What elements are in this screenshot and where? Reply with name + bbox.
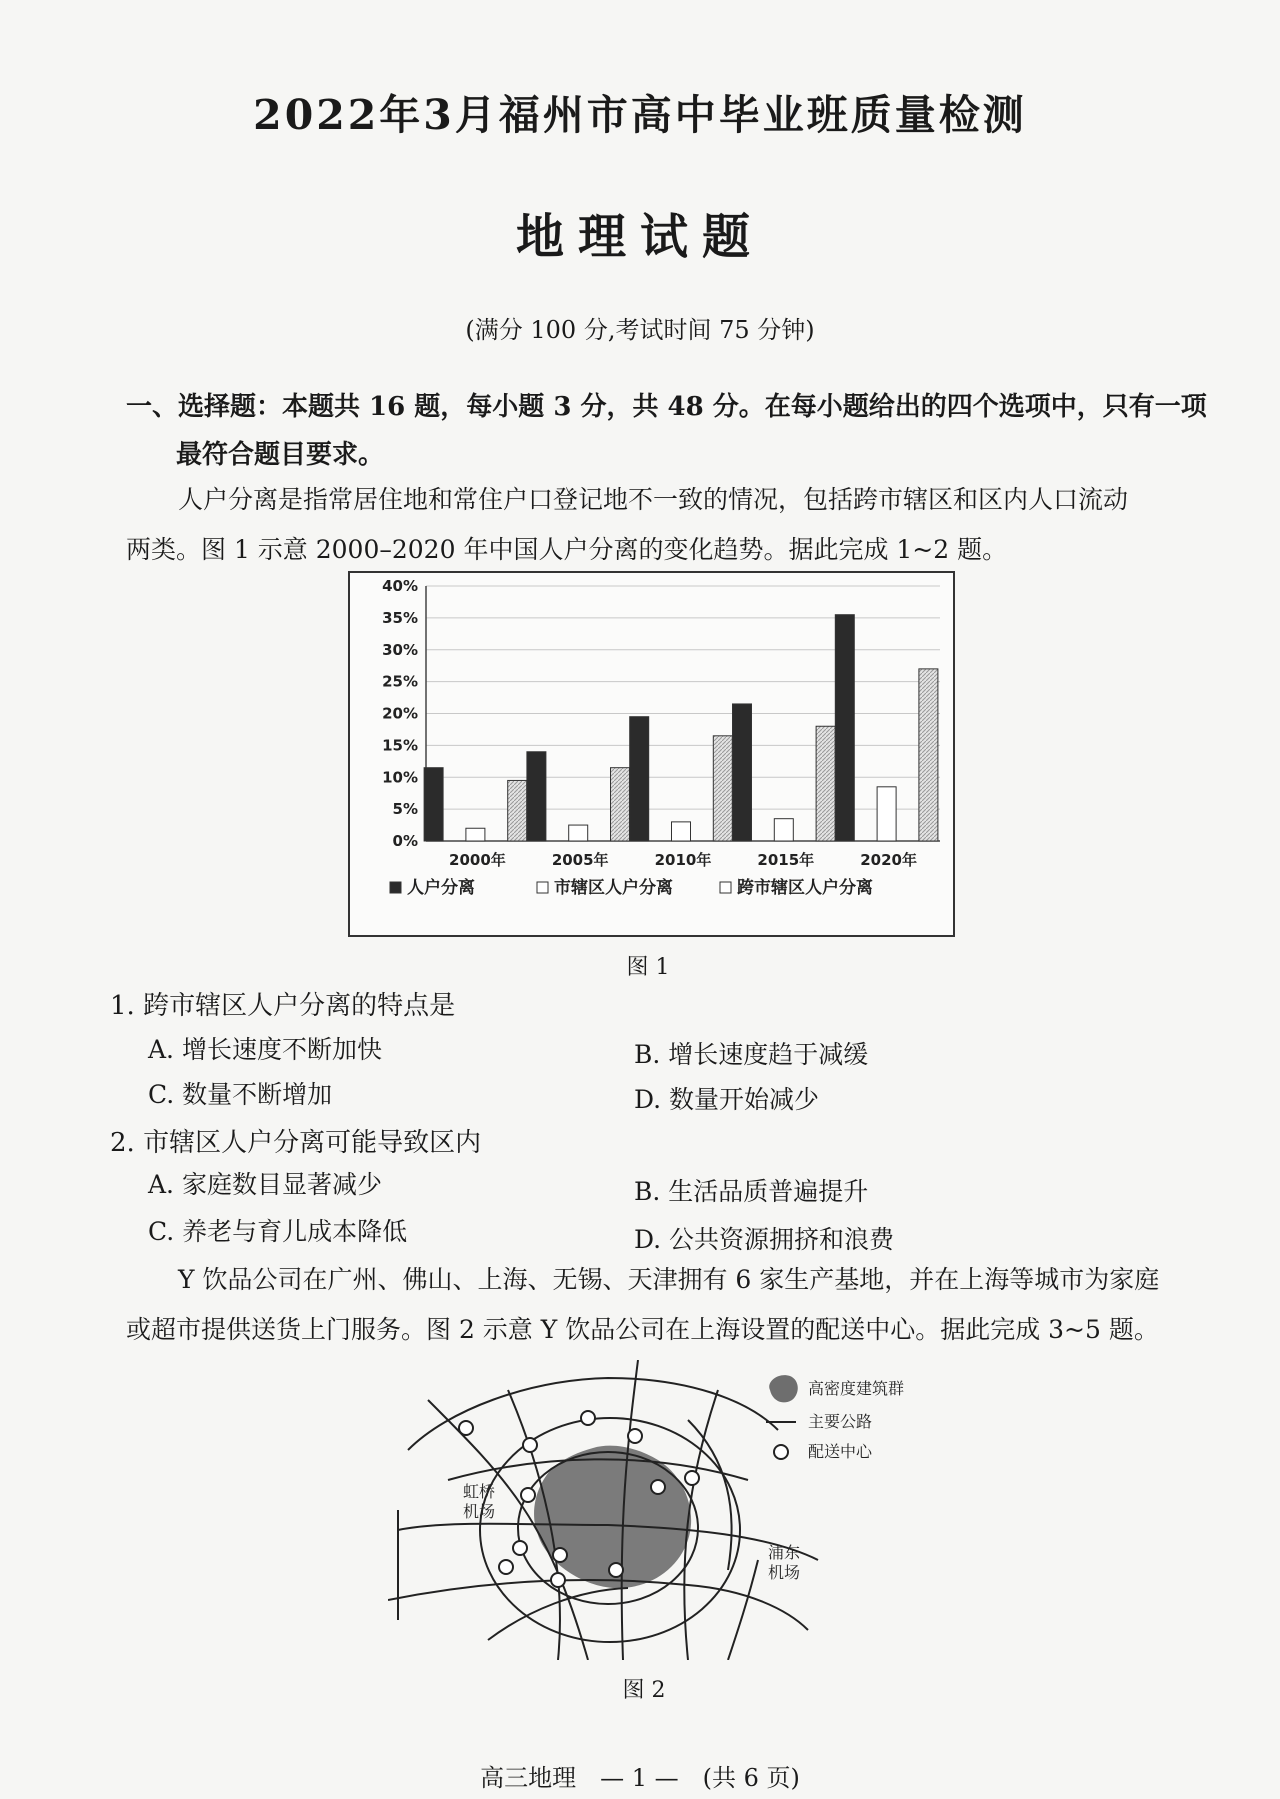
bar-市辖区人户分离	[466, 828, 485, 841]
y-tick-label: 0%	[392, 832, 418, 850]
bar-人户分离	[424, 768, 443, 841]
distribution-center	[523, 1438, 537, 1452]
x-tick-label: 2020年	[860, 851, 917, 869]
distribution-center	[551, 1573, 565, 1587]
bar-市辖区人户分离	[672, 822, 691, 841]
hongqiao-label-2: 机场	[463, 1502, 496, 1521]
question-1-option-d: D. 数量开始减少	[634, 1085, 820, 1114]
x-tick-label: 2015年	[757, 851, 815, 869]
y-tick-label: 40%	[382, 577, 418, 595]
pudong-label-2: 机场	[768, 1563, 801, 1582]
y-tick-label: 35%	[382, 608, 418, 627]
x-tick-label: 2010年	[654, 851, 712, 869]
shanghai-map-svg	[388, 1360, 948, 1660]
question-1-option-c: C. 数量不断增加	[148, 1080, 333, 1109]
hongqiao-label-1: 虹桥	[463, 1482, 496, 1501]
question-1-option-b: B. 增长速度趋于减缓	[634, 1040, 869, 1069]
y-tick-label: 30%	[382, 640, 418, 659]
exam-info: (满分 100 分,考试时间 75 分钟)	[465, 316, 815, 344]
intro-paragraph-2	[126, 1255, 1216, 1355]
y-tick-label: 5%	[392, 800, 418, 819]
distribution-center	[459, 1421, 473, 1435]
bar-市辖区人户分离	[569, 825, 588, 841]
bar-chart-svg	[350, 573, 953, 935]
distribution-center	[499, 1560, 513, 1574]
bar-跨市辖区人户分离	[508, 780, 527, 841]
bar-人户分离	[835, 615, 854, 841]
legend-swatch	[390, 882, 401, 893]
question-2-option-a: A. 家庭数目显著减少	[148, 1170, 382, 1199]
question-2-stem: 2. 市辖区人户分离可能导致区内	[110, 1128, 482, 1158]
legend-center-swatch	[774, 1445, 788, 1459]
x-tick-label: 2005年	[551, 851, 609, 869]
intro1-line1: 人户分离是指常居住地和常住户口登记地不一致的情况，包括跨市辖区和区内人口流动	[178, 485, 1129, 514]
distribution-center	[685, 1471, 699, 1485]
bar-人户分离	[630, 717, 649, 841]
intro-paragraph-1	[126, 475, 1216, 575]
section-heading-line2: 最符合题目要求。	[176, 440, 385, 470]
distribution-center	[513, 1541, 527, 1555]
distribution-center	[651, 1480, 665, 1494]
y-tick-label: 10%	[382, 768, 418, 787]
y-tick-label: 15%	[382, 736, 418, 755]
distribution-center	[609, 1563, 623, 1577]
question-2-option-c: C. 养老与育儿成本降低	[148, 1217, 408, 1246]
x-tick-label: 2000年	[449, 851, 506, 869]
bar-人户分离	[733, 704, 752, 841]
bar-跨市辖区人户分离	[816, 726, 835, 841]
subject-title: 地理试题	[515, 209, 764, 265]
legend-density-label: 高密度建筑群	[808, 1379, 905, 1398]
legend-label: 市辖区人户分离	[554, 878, 673, 898]
intro1-line2: 两类。图 1 示意 2000–2020 年中国人户分离的变化趋势。据此完成 1~2 题。	[126, 535, 1008, 564]
bar-市辖区人户分离	[877, 787, 896, 841]
bar-跨市辖区人户分离	[611, 768, 630, 841]
distribution-center	[581, 1411, 595, 1425]
intro2-line2: 或超市提供送货上门服务。图 2 示意 Y 饮品公司在上海设置的配送中心。据此完成 3~5 题。	[126, 1315, 1159, 1344]
legend-center-label: 配送中心	[808, 1442, 873, 1461]
page-footer: 高三地理 — 1 — (共 6 页)	[480, 1764, 800, 1792]
y-tick-label: 25%	[382, 672, 418, 691]
question-2-option-b: B. 生活品质普遍提升	[634, 1177, 869, 1206]
legend-label: 跨市辖区人户分离	[737, 878, 873, 898]
legend-density-swatch	[769, 1375, 798, 1402]
bar-人户分离	[527, 752, 546, 841]
pudong-label-1: 浦东	[768, 1543, 801, 1562]
legend-road-label: 主要公路	[808, 1412, 873, 1431]
figure1-caption: 图 1	[626, 955, 670, 980]
distribution-center	[521, 1488, 535, 1502]
exam-title: 2022年3月福州市高中毕业班质量检测	[253, 91, 1027, 139]
intro2-line1: Y 饮品公司在广州、佛山、上海、无锡、天津拥有 6 家生产基地，并在上海等城市为家庭	[178, 1265, 1160, 1294]
bar-跨市辖区人户分离	[713, 736, 732, 841]
question-1-option-a: A. 增长速度不断加快	[148, 1035, 382, 1064]
legend-swatch	[537, 882, 548, 893]
question-1-stem: 1. 跨市辖区人户分离的特点是	[110, 991, 456, 1021]
distribution-center	[553, 1548, 567, 1562]
distribution-center	[628, 1429, 642, 1443]
legend-swatch	[720, 882, 731, 893]
legend-label: 人户分离	[407, 878, 475, 898]
y-tick-label: 20%	[382, 704, 418, 723]
question-2-option-d: D. 公共资源拥挤和浪费	[634, 1225, 895, 1254]
figure2-map	[388, 1360, 948, 1660]
bar-市辖区人户分离	[774, 819, 793, 841]
bar-跨市辖区人户分离	[919, 669, 938, 841]
figure2-caption: 图 2	[622, 1678, 666, 1703]
section-heading	[126, 383, 1216, 479]
section-heading-line1: 一、选择题：本题共 16 题，每小题 3 分，共 48 分。在每小题给出的四个选项中，只有一项	[126, 392, 1207, 422]
figure1-chart	[348, 571, 955, 937]
